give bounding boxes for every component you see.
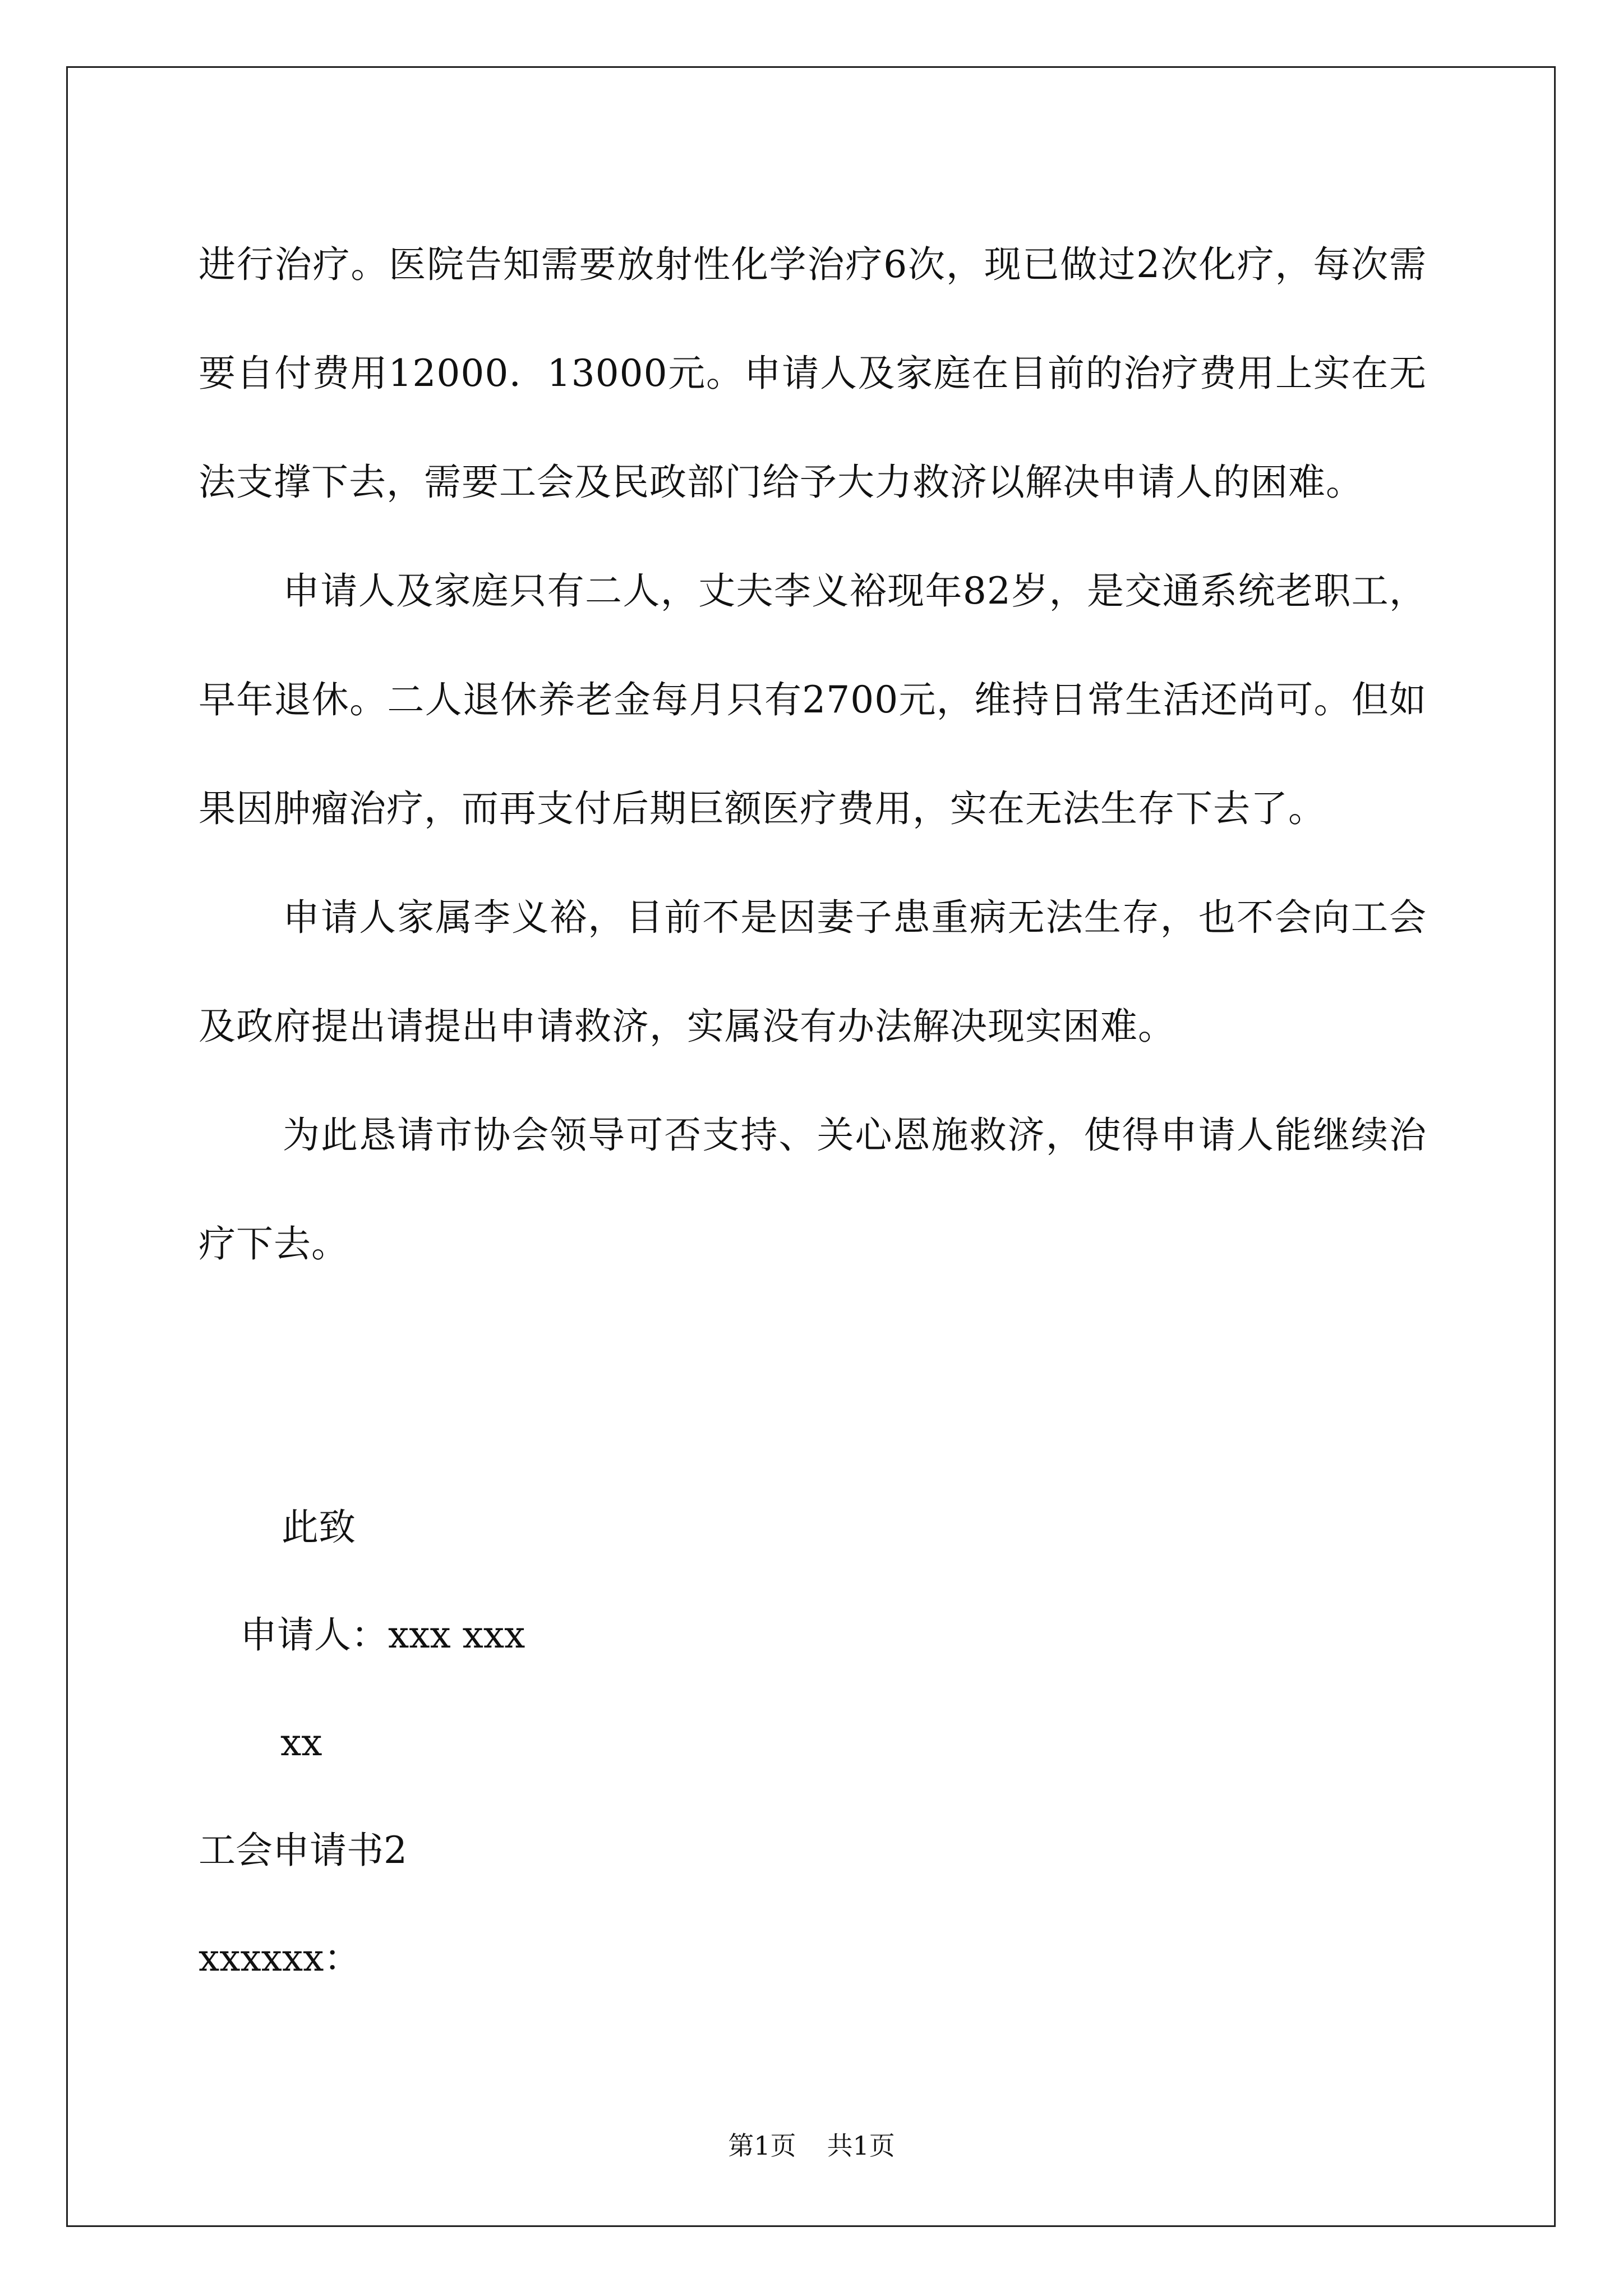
page-footer — [0, 2129, 1623, 2162]
paragraph-2: 申请人及家庭只有二人，丈夫李义裕现年82岁，是交通系统老职工，早年退休。二人退休养老金每月只有2700元，维持日常生活还尚可。但如果因肿瘤治疗，而再支付后期巨额医疗费用，实在无法生存下去了。 — [199, 569, 1427, 830]
closing-line: 此致 — [282, 1506, 356, 1549]
paragraph-3: 申请人家属李义裕，目前不是因妻子患重病无法生存，也不会向工会及政府提出请提出申请救济，实属没有办法解决现实困难。 — [199, 896, 1427, 1048]
document-body — [199, 210, 1427, 1299]
page-number: 第1页 — [728, 2131, 796, 2161]
next-document-title: 工会申请书2 — [199, 1829, 407, 1872]
date-line: xx — [280, 1721, 322, 1764]
applicant-line: 申请人：xxx xxx — [240, 1613, 525, 1657]
next-salutation: xxxxxx： — [199, 1936, 361, 1980]
paragraph-1: 进行治疗。医院告知需要放射性化学治疗6次，现已做过2次化疗，每次需要自付费用12000．13000元。申请人及家庭在目前的治疗费用上实在无法支撑下去，需要工会及民政部门给予大力救济以解决申请人的困难。 — [199, 243, 1427, 504]
paragraph-4: 为此恳请市协会领导可否支持、关心恩施救济，使得申请人能继续治疗下去。 — [199, 1114, 1427, 1266]
page-total: 共1页 — [827, 2131, 895, 2161]
